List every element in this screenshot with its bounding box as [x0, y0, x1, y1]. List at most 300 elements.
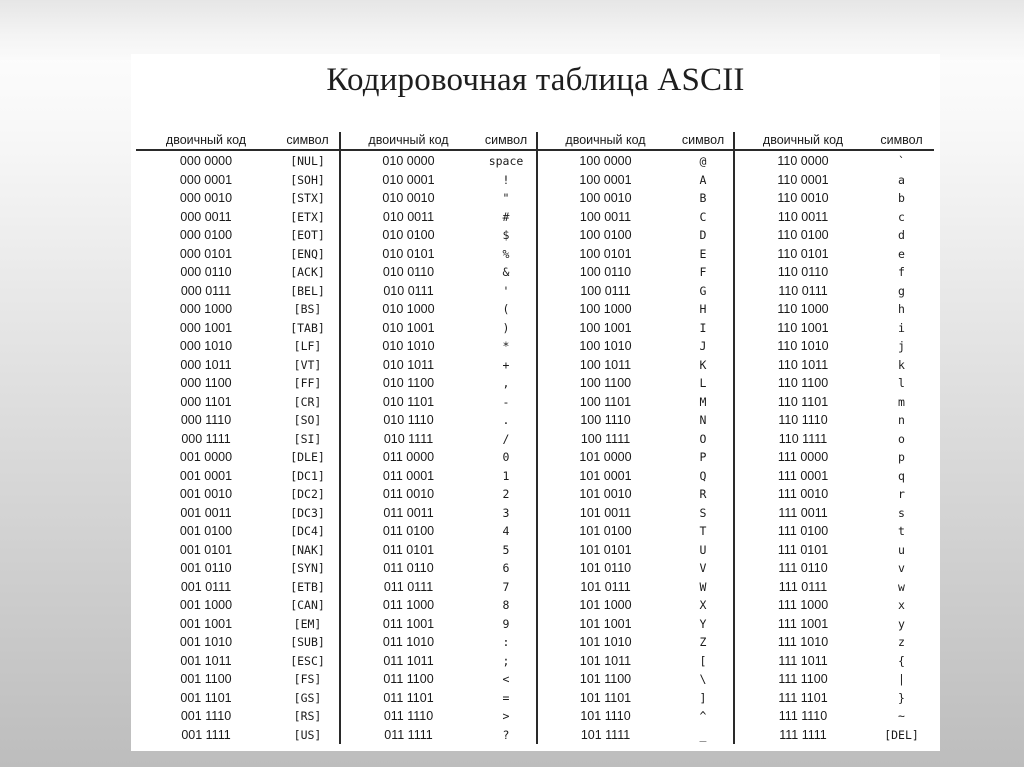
symbol-cell: d [898, 228, 905, 242]
table-rows [136, 151, 339, 744]
symbol-cell: [SYN] [290, 561, 325, 575]
binary-code-cell: 000 1111 [181, 431, 231, 446]
binary-code-cell: 011 0000 [382, 450, 435, 464]
binary-code-cell: 001 1010 [179, 635, 233, 649]
binary-code-cell: 000 1011 [180, 357, 232, 372]
symbol-cell: > [502, 709, 510, 723]
binary-code-cell: 110 0010 [777, 191, 829, 205]
symbol-cell: 1 [502, 468, 510, 483]
binary-code-cell: 111 1001 [777, 616, 829, 631]
symbol-cell: x [898, 598, 905, 612]
binary-code-cell: 111 0101 [777, 542, 829, 557]
table-row [341, 152, 536, 171]
symbol-cell: / [502, 431, 510, 446]
binary-code-cell: 100 1001 [579, 320, 632, 335]
header-binary-code: двоичный код [565, 133, 646, 147]
binary-code-cell: 001 1101 [180, 690, 232, 705]
binary-code-cell: 010 1010 [382, 339, 435, 353]
binary-code-cell: 110 0100 [777, 228, 829, 242]
header-symbol: символ [286, 133, 329, 147]
binary-code-cell: 001 0001 [179, 468, 233, 483]
table-row [735, 171, 934, 190]
binary-code-cell: 110 0000 [777, 154, 829, 168]
table-row [136, 670, 339, 689]
table-row [735, 504, 934, 523]
table-row [136, 189, 339, 208]
symbol-cell: L [699, 376, 707, 390]
table-row [735, 152, 934, 171]
binary-code-cell: 011 1010 [382, 635, 435, 649]
symbol-cell: n [898, 413, 905, 427]
binary-code-cell: 100 1010 [579, 339, 632, 353]
table-header-row [136, 132, 339, 151]
binary-code-cell: 011 0101 [382, 542, 435, 557]
slide-title: Кодировочная таблица ASCII [326, 62, 745, 98]
table-row [136, 578, 339, 597]
binary-code-cell: 000 1110 [180, 413, 232, 427]
table-row [735, 448, 934, 467]
symbol-cell: % [502, 246, 510, 261]
background-top-band [0, 0, 1024, 60]
symbol-cell: m [898, 394, 905, 409]
binary-code-cell: 010 0110 [382, 265, 435, 279]
table-row [735, 282, 934, 301]
table-row [538, 319, 733, 338]
symbol-cell: ! [502, 172, 510, 187]
table-row [735, 300, 934, 319]
table-row [538, 689, 733, 708]
table-row [735, 263, 934, 282]
binary-code-cell: 011 0111 [383, 579, 434, 594]
table-row [341, 504, 536, 523]
binary-code-cell: 111 0001 [777, 468, 829, 483]
binary-code-cell: 010 0010 [382, 191, 435, 205]
symbol-cell: [ETB] [290, 579, 325, 594]
binary-code-cell: 101 1001 [579, 616, 632, 631]
symbol-cell: | [898, 672, 905, 686]
table-row [735, 559, 934, 578]
table-row [538, 393, 733, 412]
binary-code-cell: 101 0111 [580, 579, 631, 594]
table-row [538, 578, 733, 597]
table-row [341, 356, 536, 375]
symbol-cell: O [699, 431, 707, 446]
binary-code-cell: 101 0011 [579, 505, 632, 520]
binary-code-cell: 010 1001 [382, 320, 435, 335]
binary-code-cell: 101 1000 [579, 598, 632, 612]
binary-code-cell: 100 0001 [579, 172, 632, 187]
table-row [538, 189, 733, 208]
table-row [136, 430, 339, 449]
symbol-cell: [US] [293, 727, 322, 742]
symbol-cell: z [898, 635, 905, 649]
symbol-cell: [FS] [293, 672, 322, 686]
symbol-cell: [DLE] [290, 450, 325, 464]
symbol-cell: F [699, 265, 707, 279]
symbol-cell: [CR] [293, 394, 322, 409]
table-row [735, 522, 934, 541]
slide [131, 54, 940, 751]
table-row [341, 337, 536, 356]
header-binary-code: двоичный код [762, 133, 844, 147]
symbol-cell: U [699, 542, 707, 557]
binary-code-cell: 000 0110 [180, 265, 232, 279]
table-group-3 [538, 132, 735, 744]
table-row [341, 541, 536, 560]
binary-code-cell: 001 1110 [180, 709, 232, 723]
table-row [735, 374, 934, 393]
binary-code-cell: 010 0100 [382, 228, 435, 242]
table-header-row [538, 132, 733, 151]
symbol-cell: [EOT] [290, 228, 325, 242]
symbol-cell: X [699, 598, 707, 612]
symbol-cell: j [898, 339, 905, 353]
symbol-cell: + [502, 357, 510, 372]
symbol-cell: g [898, 283, 905, 298]
symbol-cell: s [898, 505, 905, 520]
symbol-cell: l [898, 376, 905, 390]
symbol-cell: space [488, 154, 524, 168]
header-symbol: символ [484, 133, 528, 147]
symbol-cell: 2 [502, 487, 510, 501]
symbol-cell: & [502, 265, 510, 279]
symbol-cell: y [898, 616, 905, 631]
binary-code-cell: 110 1001 [777, 320, 829, 335]
binary-code-cell: 110 1011 [777, 357, 829, 372]
table-row [538, 448, 733, 467]
symbol-cell: [NAK] [290, 542, 325, 557]
binary-code-cell: 010 0011 [382, 209, 435, 224]
table-row [538, 226, 733, 245]
binary-code-cell: 000 0111 [180, 283, 232, 298]
binary-code-cell: 101 1111 [580, 727, 631, 742]
binary-code-cell: 101 1010 [579, 635, 632, 649]
table-row [341, 263, 536, 282]
binary-code-cell: 000 0010 [179, 191, 233, 205]
binary-code-cell: 010 1000 [382, 302, 435, 316]
binary-code-cell: 101 1101 [579, 690, 632, 705]
symbol-cell: [BS] [293, 302, 322, 316]
binary-code-cell: 010 0001 [382, 172, 435, 187]
table-row [735, 189, 934, 208]
symbol-cell: ' [502, 283, 510, 298]
symbol-cell: [GS] [293, 690, 322, 705]
symbol-cell: [ESC] [290, 653, 325, 668]
table-row [136, 208, 339, 227]
symbol-cell: P [699, 450, 707, 464]
table-row [341, 374, 536, 393]
binary-code-cell: 111 1010 [777, 635, 829, 649]
binary-code-cell: 010 1111 [383, 431, 434, 446]
table-row [341, 300, 536, 319]
binary-code-cell: 110 1010 [777, 339, 829, 353]
table-row [735, 707, 934, 726]
table-row [136, 485, 339, 504]
binary-code-cell: 110 0011 [777, 209, 829, 224]
symbol-cell: [SI] [293, 431, 322, 446]
symbol-cell: [SUB] [290, 635, 325, 649]
symbol-cell: Q [699, 468, 707, 483]
table-row [341, 171, 536, 190]
table-row [136, 652, 339, 671]
table-row [136, 263, 339, 282]
table-row [341, 245, 536, 264]
symbol-cell: E [699, 246, 707, 261]
symbol-cell: . [502, 413, 510, 427]
binary-code-cell: 111 0000 [777, 450, 829, 464]
binary-code-cell: 011 1101 [383, 690, 434, 705]
symbol-cell: ~ [898, 709, 905, 723]
binary-code-cell: 011 1110 [383, 709, 434, 723]
symbol-cell: W [699, 579, 707, 594]
binary-code-cell: 010 1110 [383, 413, 434, 427]
binary-code-cell: 010 1101 [382, 394, 435, 409]
symbol-cell: o [898, 431, 905, 446]
table-row [538, 374, 733, 393]
symbol-cell: 3 [502, 505, 510, 520]
binary-code-cell: 011 0100 [382, 524, 435, 538]
symbol-cell: v [898, 561, 905, 575]
table-row [538, 300, 733, 319]
symbol-cell: - [502, 394, 510, 409]
table-row [735, 578, 934, 597]
table-row [538, 467, 733, 486]
symbol-cell: C [699, 209, 707, 224]
symbol-cell: \ [699, 672, 707, 686]
symbol-cell: M [699, 394, 707, 409]
table-row [538, 411, 733, 430]
symbol-cell: w [898, 579, 905, 594]
binary-code-cell: 010 0101 [382, 246, 435, 261]
table-row [538, 282, 733, 301]
table-row [735, 467, 934, 486]
symbol-cell: [DC4] [290, 524, 325, 538]
symbol-cell: [DEL] [884, 727, 919, 742]
binary-code-cell: 100 1110 [580, 413, 631, 427]
table-group-2 [341, 132, 538, 744]
binary-code-cell: 110 1110 [778, 413, 828, 427]
binary-code-cell: 111 0110 [778, 561, 828, 575]
binary-code-cell: 011 0110 [383, 561, 434, 575]
table-row [735, 670, 934, 689]
table-row [136, 393, 339, 412]
symbol-cell: [DC3] [290, 505, 325, 520]
table-row [136, 615, 339, 634]
table-row [735, 393, 934, 412]
binary-code-cell: 001 1100 [180, 672, 232, 686]
table-header-row [735, 132, 934, 151]
table-row [538, 356, 733, 375]
table-row [136, 152, 339, 171]
table-row [735, 245, 934, 264]
symbol-cell: q [898, 468, 905, 483]
table-row [341, 615, 536, 634]
binary-code-cell: 000 0001 [179, 172, 233, 187]
table-row [136, 171, 339, 190]
binary-code-cell: 000 1001 [179, 320, 233, 335]
table-row [341, 652, 536, 671]
table-row [341, 689, 536, 708]
table-row [136, 226, 339, 245]
binary-code-cell: 100 0011 [579, 209, 632, 224]
table-row [735, 430, 934, 449]
symbol-cell: [STX] [290, 191, 325, 205]
table-row [538, 726, 733, 745]
table-row [341, 707, 536, 726]
binary-code-cell: 111 1101 [778, 690, 828, 705]
symbol-cell: [CAN] [290, 598, 325, 612]
table-rows [735, 151, 934, 744]
symbol-cell: [LF] [293, 339, 322, 353]
symbol-cell: * [502, 339, 510, 353]
symbol-cell: 4 [502, 524, 510, 538]
symbol-cell: A [699, 172, 707, 187]
binary-code-cell: 000 1101 [180, 394, 232, 409]
binary-code-cell: 000 1000 [179, 302, 233, 316]
binary-code-cell: 111 0100 [777, 524, 829, 538]
binary-code-cell: 111 1111 [779, 727, 827, 742]
table-group-4 [735, 132, 934, 744]
table-row [341, 448, 536, 467]
binary-code-cell: 111 0011 [778, 505, 828, 520]
header-binary-code: двоичный код [165, 133, 247, 147]
binary-code-cell: 011 1000 [382, 598, 435, 612]
binary-code-cell: 101 0001 [579, 468, 632, 483]
symbol-cell: [DC2] [290, 487, 325, 501]
table-row [341, 559, 536, 578]
table-row [136, 541, 339, 560]
symbol-cell: [DC1] [290, 468, 325, 483]
symbol-cell: ? [502, 727, 510, 742]
table-row [538, 670, 733, 689]
symbol-cell: { [898, 653, 905, 668]
binary-code-cell: 010 1011 [382, 357, 435, 372]
binary-code-cell: 001 0011 [180, 505, 232, 520]
symbol-cell: f [898, 265, 905, 279]
ascii-table [136, 132, 934, 744]
symbol-cell: [FF] [293, 376, 322, 390]
table-row [341, 411, 536, 430]
binary-code-cell: 100 1000 [579, 302, 632, 316]
symbol-cell: R [699, 487, 707, 501]
symbol-cell: , [502, 376, 510, 390]
table-row [538, 559, 733, 578]
symbol-cell: ; [502, 653, 510, 668]
binary-code-cell: 001 1001 [179, 616, 233, 631]
table-row [538, 541, 733, 560]
symbol-cell: b [898, 191, 905, 205]
binary-code-cell: 001 0010 [179, 487, 233, 501]
symbol-cell: t [898, 524, 905, 538]
symbol-cell: D [699, 228, 707, 242]
binary-code-cell: 100 1011 [579, 357, 632, 372]
symbol-cell: [ [699, 653, 707, 668]
binary-code-cell: 001 0110 [180, 561, 232, 575]
binary-code-cell: 110 0101 [777, 246, 829, 261]
table-row [341, 467, 536, 486]
binary-code-cell: 001 0101 [179, 542, 233, 557]
symbol-cell: $ [502, 228, 510, 242]
table-row [136, 319, 339, 338]
table-row [735, 208, 934, 227]
table-rows [538, 151, 733, 744]
binary-code-cell: 110 0001 [777, 172, 829, 187]
symbol-cell: ( [502, 302, 510, 316]
binary-code-cell: 001 1111 [181, 727, 231, 742]
symbol-cell: } [898, 690, 905, 705]
table-row [538, 263, 733, 282]
binary-code-cell: 101 1100 [579, 672, 632, 686]
symbol-cell: N [699, 413, 707, 427]
binary-code-cell: 010 0111 [383, 283, 434, 298]
table-row [136, 707, 339, 726]
symbol-cell: < [502, 672, 510, 686]
binary-code-cell: 101 0000 [579, 450, 632, 464]
symbol-cell: 7 [502, 579, 510, 594]
symbol-cell: J [699, 339, 707, 353]
symbol-cell: I [699, 320, 707, 335]
symbol-cell: i [898, 320, 905, 335]
table-row [341, 282, 536, 301]
table-row [341, 633, 536, 652]
binary-code-cell: 011 1111 [384, 727, 433, 742]
table-rows [341, 151, 536, 744]
table-row [136, 596, 339, 615]
symbol-cell: [BEL] [290, 283, 325, 298]
table-row [538, 485, 733, 504]
symbol-cell: T [699, 524, 707, 538]
symbol-cell: 8 [502, 598, 510, 612]
binary-code-cell: 001 0100 [179, 524, 233, 538]
table-row [538, 596, 733, 615]
binary-code-cell: 111 0010 [777, 487, 829, 501]
symbol-cell: u [898, 542, 905, 557]
binary-code-cell: 000 0011 [180, 209, 232, 224]
binary-code-cell: 100 0111 [580, 283, 631, 298]
binary-code-cell: 110 1000 [777, 302, 829, 316]
table-row [136, 411, 339, 430]
symbol-cell: ) [502, 320, 510, 335]
table-row [341, 578, 536, 597]
binary-code-cell: 011 0010 [382, 487, 435, 501]
table-group-1 [136, 132, 341, 744]
table-row [735, 411, 934, 430]
binary-code-cell: 100 1100 [579, 376, 632, 390]
binary-code-cell: 000 0000 [179, 154, 233, 168]
binary-code-cell: 001 0000 [179, 450, 233, 464]
binary-code-cell: 111 1110 [778, 709, 828, 723]
binary-code-cell: 110 0110 [777, 265, 829, 279]
binary-code-cell: 110 1101 [777, 394, 829, 409]
table-row [538, 504, 733, 523]
table-row [136, 300, 339, 319]
binary-code-cell: 000 1100 [180, 376, 232, 390]
binary-code-cell: 110 1111 [778, 431, 828, 446]
binary-code-cell: 001 1011 [180, 653, 232, 668]
symbol-cell: a [898, 172, 905, 187]
table-row [136, 356, 339, 375]
symbol-cell: Y [699, 616, 707, 631]
binary-code-cell: 010 1100 [382, 376, 435, 390]
binary-code-cell: 110 0111 [778, 283, 828, 298]
symbol-cell: @ [699, 154, 707, 168]
binary-code-cell: 100 0100 [579, 228, 632, 242]
table-row [341, 393, 536, 412]
table-row [341, 485, 536, 504]
table-row [735, 226, 934, 245]
binary-code-cell: 101 0110 [579, 561, 632, 575]
table-row [735, 633, 934, 652]
